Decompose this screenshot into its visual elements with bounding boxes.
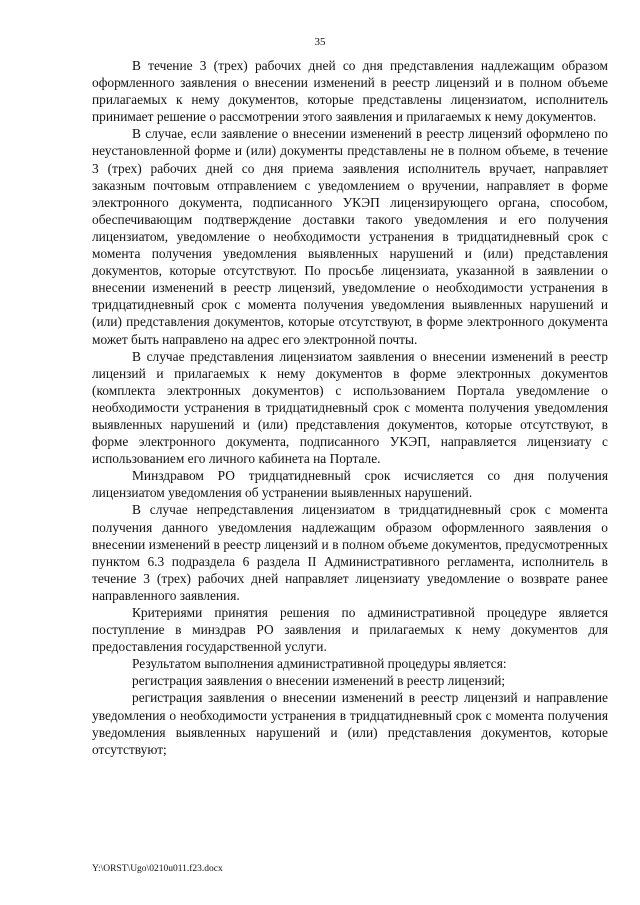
paragraph-5: В случае непредставления лицензиатом в тридцатидневный срок с момента получения данного уведомления надлежащим образом оформленного заявления о внесении изменений в реестр лицензий и в полном объеме документов, предусмотренных пунктом 6.3 подраздела 6 раздела II Административного регламента, исполнитель в течение 3 (трех) рабочих дней направляет лицензиату уведомление о возврате ранее направленного заявления. (92, 502, 608, 603)
paragraph-1: В течение 3 (трех) рабочих дней со дня представления надлежащим образом оформленного заявления о внесении изменений в реестр лицензий и в полном объеме прилагаемых к нему документов, которые представлены лицензиатом, исполнитель принимает решение о рассмотрении этого заявления и прилагаемых к нему документов. (92, 58, 608, 125)
paragraph-9: регистрация заявления о внесении изменений в реестр лицензий и направление уведомления о необходимости устранения в тридцатидневный срок с момента получения уведомления выявленных нарушений и (или) представления документов, которые отсутствуют; (92, 690, 608, 757)
paragraph-7: Результатом выполнения административной процедуры является: (132, 656, 507, 672)
paragraph-4: Минздравом РО тридцатидневный срок исчисляется со дня получения лицензиатом уведомления об устранении выявленных нарушений. (92, 468, 608, 501)
paragraph-6: Критериями принятия решения по административной процедуре является поступление в минздрав РО заявления и прилагаемых к нему документов для предоставления государственной услуги. (92, 605, 608, 655)
footer-file-path: Y:\ORST\Ugo\0210u011.f23.docx (92, 864, 223, 874)
page-number: 35 (314, 36, 326, 48)
paragraph-2: В случае, если заявление о внесении изменений в реестр лицензий оформлено по неустановленной форме и (или) документы представлены не в полном объеме, в течение 3 (трех) рабочих дней со дня приема заявления исполнитель вручает, направляет заказным почтовым отправлением с уведомлением о вручении, направляет в форме электронного документа, подписанного УКЭП лицензирующего органа, способом, обеспечивающим подтверждение доставки такого уведомления и его получения лицензиатом, уведомление о необходимости устранения в тридцатидневный срок с момента получения уведомления выявленных нарушений и (или) представления документов, которые отсутствуют. По просьбе лицензиата, указанной в заявлении о внесении изменений в реестр лицензий, уведомление о необходимости устранения в тридцатидневный срок с момента получения уведомления выявленных нарушений и (или) представления документов, которые отсутствуют, в форме электронного документа может быть направлено на адрес его электронной почты. (92, 126, 608, 347)
paragraph-3: В случае представления лицензиатом заявления о внесении изменений в реестр лицензий и прилагаемых к нему документов в форме электронных документов (комплекта электронных документов) с использованием Портала уведомление о необходимости устранения в тридцатидневный срок с момента получения уведомления выявленных нарушений и (или) представления документов, которые отсутствуют, в форме электронного документа, подписанного УКЭП, направляется лицензиату с использованием его личного кабинета на Портале. (92, 348, 608, 467)
paragraph-8: регистрация заявления о внесении изменений в реестр лицензий; (132, 673, 506, 689)
document-body (92, 57, 608, 758)
